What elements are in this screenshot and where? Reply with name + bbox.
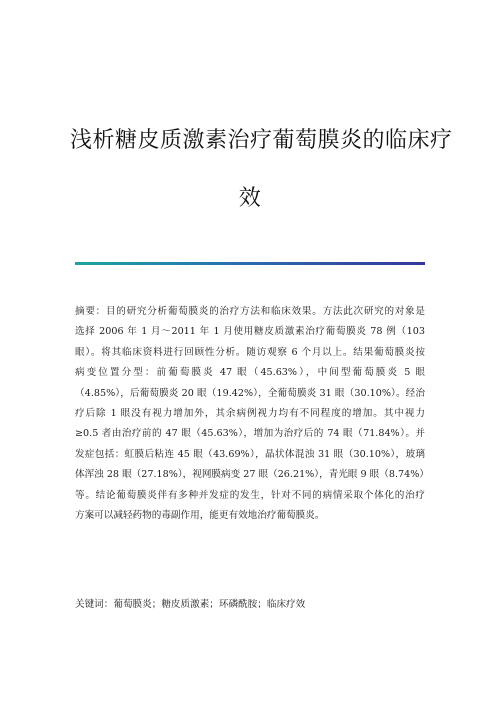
abstract-line: 选择 2006 年 1 月～2011 年 1 月使用糖皮质激素治疗葡萄膜炎 78 例（103 (75, 326, 425, 338)
keywords: 关键词：葡萄膜炎；糖皮质激素；环磷酰胺；临床疗效 (75, 599, 306, 610)
abstract-line: 方案可以减轻药物的毒副作用，能更有效地治疗葡萄膜炎。 (75, 510, 325, 522)
title-line-2: 效 (238, 186, 262, 211)
abstract (75, 302, 429, 526)
title-line-1: 浅析糖皮质激素治疗葡萄膜炎的临床疗 (70, 128, 453, 153)
abstract-line: 摘要：目的研究分析葡萄膜炎的治疗方法和临床效果。方法此次研究的对象是 (75, 306, 425, 317)
abstract-line: 疗后除 1 眼没有视力增加外，其余病例视力均有不同程度的增加。其中视力 (75, 408, 425, 420)
document-title (70, 112, 453, 228)
abstract-line: 发症包括：虹膜后粘连 45 眼（43.69%），晶状体混浊 31 眼（30.10%），玻璃 (75, 448, 425, 460)
abstract-line: ≥0.5 者由治疗前的 47 眼（45.63%），增加为治疗后的 74 眼（71.84%）。并 (75, 428, 425, 440)
abstract-line: （4.85%），后葡萄膜炎 20 眼（19.42%），全葡萄膜炎 31 眼（30.10%）。经治 (75, 387, 425, 399)
abstract-line: 体浑浊 28 眼（27.18%），视网膜病变 27 眼（26.21%），青光眼 9 眼（8.74%） (75, 469, 429, 481)
abstract-line: 等。结论葡萄膜炎伴有多种并发症的发生，针对不同的病情采取个体化的治疗 (75, 489, 425, 501)
title-divider (75, 262, 425, 265)
abstract-line: 眼）。将其临床资料进行回顾性分析。随访观察 6 个月以上。结果葡萄膜炎按 (75, 346, 425, 358)
abstract-line: 病变位置分型：前葡萄膜炎 47 眼（45.63%），中间型葡萄膜炎 5 眼 (75, 367, 425, 379)
